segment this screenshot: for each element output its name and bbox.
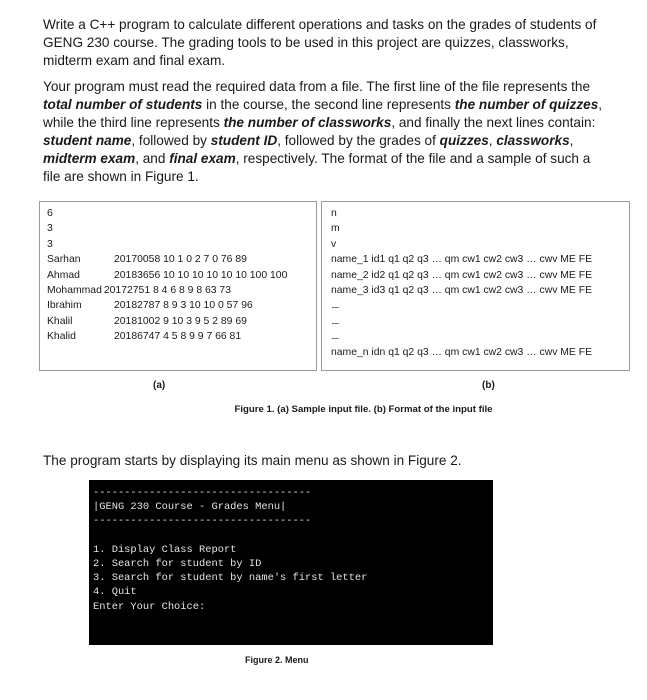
- body-text: Your program must read the required data from a file. The first line of the file represents the: [43, 79, 591, 94]
- menu-line: [93, 529, 493, 543]
- menu-line: 1. Display Class Report: [93, 543, 237, 556]
- intro-paragraph-1: Write a C++ program to calculate different operations and tasks on the grades of students of GENG 230 course. The grading tools to be used in this project are quizzes, classworks, midterm exam and final exam.: [43, 17, 597, 68]
- body-text: in the course, the second line represents: [202, 97, 455, 112]
- menu-line: 3. Search for student by name's first letter: [93, 572, 368, 585]
- emphasis-text: midterm exam: [43, 151, 136, 166]
- sample-header-line: 3: [47, 238, 53, 250]
- body-text: , and: [135, 151, 170, 166]
- figure1-caption: Figure 1. (a) Sample input file. (b) Format of the input file: [234, 404, 493, 415]
- sample-header: [40, 206, 316, 252]
- format-header-line: v: [331, 238, 337, 250]
- body-text: ,: [488, 133, 497, 148]
- body-text: , followed by the grades of: [277, 133, 440, 148]
- menu-line: |GENG 230 Course - Grades Menu|: [93, 501, 287, 514]
- format-line: name_3 id3 q1 q2 q3 … qm cw1 cw2 cw3 … cwv ME FE: [331, 284, 593, 296]
- student-name: Ahmad: [47, 269, 80, 281]
- menu-terminal: [89, 480, 493, 645]
- sample-input-file-box: [39, 201, 317, 371]
- body-text: , and finally the next lines contain:: [391, 115, 596, 130]
- emphasis-text: final exam: [169, 151, 236, 166]
- menu-line: 2. Search for student by ID: [93, 557, 262, 570]
- sample-record: [40, 268, 316, 283]
- student-name: Khalil: [47, 315, 73, 327]
- menu-line: -----------------------------------: [93, 515, 312, 528]
- figure2-caption: Figure 2. Menu: [245, 655, 309, 665]
- input-format-box: [321, 201, 630, 371]
- emphasis-text: the number of classworks: [223, 115, 392, 130]
- format-lines: [322, 252, 629, 360]
- student-name: Ibrahim: [47, 300, 82, 312]
- sample-record: [40, 252, 316, 267]
- student-name: Khalid: [47, 331, 76, 343]
- sample-header-line: 6: [47, 208, 53, 219]
- menu-line: 4. Quit: [93, 586, 137, 599]
- figure1-label-b: (b): [482, 380, 495, 391]
- sample-records: [40, 252, 316, 344]
- student-name: Sarhan: [47, 254, 81, 266]
- body-text: , followed by: [131, 133, 211, 148]
- sample-record: [40, 314, 316, 329]
- intro-paragraph-2: [43, 78, 603, 186]
- emphasis-text: classworks: [496, 133, 570, 148]
- body-text: ,: [569, 133, 574, 148]
- format-header-line: n: [331, 208, 337, 219]
- format-line: name_1 id1 q1 q2 q3 … qm cw1 cw2 cw3 … cwv ME FE: [331, 254, 593, 266]
- format-line: name_n idn q1 q2 q3 … qm cw1 cw2 cw3 … cwv ME FE: [331, 346, 593, 358]
- format-line: name_2 id2 q1 q2 q3 … qm cw1 cw2 cw3 … cwv ME FE: [331, 269, 593, 281]
- sample-record: [40, 329, 316, 344]
- body-text: , while the third line represents: [43, 97, 603, 130]
- emphasis-text: the number of quizzes: [454, 97, 599, 112]
- emphasis-text: student ID: [210, 133, 278, 148]
- body-text: , respectively. The format of the file and a sample of such a file are shown in Figure 1.: [43, 151, 591, 184]
- menu-line: Enter Your Choice:: [93, 600, 206, 613]
- intro-paragraph-3: The program starts by displaying its main menu as shown in Figure 2.: [43, 453, 462, 468]
- sample-record: [40, 283, 316, 298]
- sample-header-line: 3: [47, 223, 53, 235]
- student-data: 20182787 8 9 3 10 10 0 57 96: [114, 300, 253, 312]
- student-data: 20181002 9 10 3 9 5 2 89 69: [114, 315, 247, 327]
- emphasis-text: total number of students: [43, 97, 203, 112]
- student-data: 20183656 10 10 10 10 10 10 100 100: [114, 269, 288, 281]
- emphasis-text: student name: [43, 133, 132, 148]
- figure1-label-a: (a): [153, 380, 166, 391]
- format-header: [322, 206, 629, 252]
- student-data: 20186747 4 5 8 9 9 7 66 81: [114, 331, 242, 343]
- student-name: Mohammad: [47, 284, 102, 296]
- menu-line: -----------------------------------: [93, 487, 312, 499]
- sample-record: [40, 298, 316, 313]
- format-ellipsis: .....: [331, 315, 339, 326]
- format-ellipsis: .....: [331, 331, 339, 342]
- student-data: 20170058 10 1 0 2 7 0 76 89: [114, 254, 247, 266]
- format-ellipsis: .....: [331, 300, 339, 311]
- format-header-line: m: [331, 223, 340, 235]
- student-data: 20172751 8 4 6 8 9 8 63 73: [103, 284, 231, 296]
- emphasis-text: quizzes: [439, 133, 489, 148]
